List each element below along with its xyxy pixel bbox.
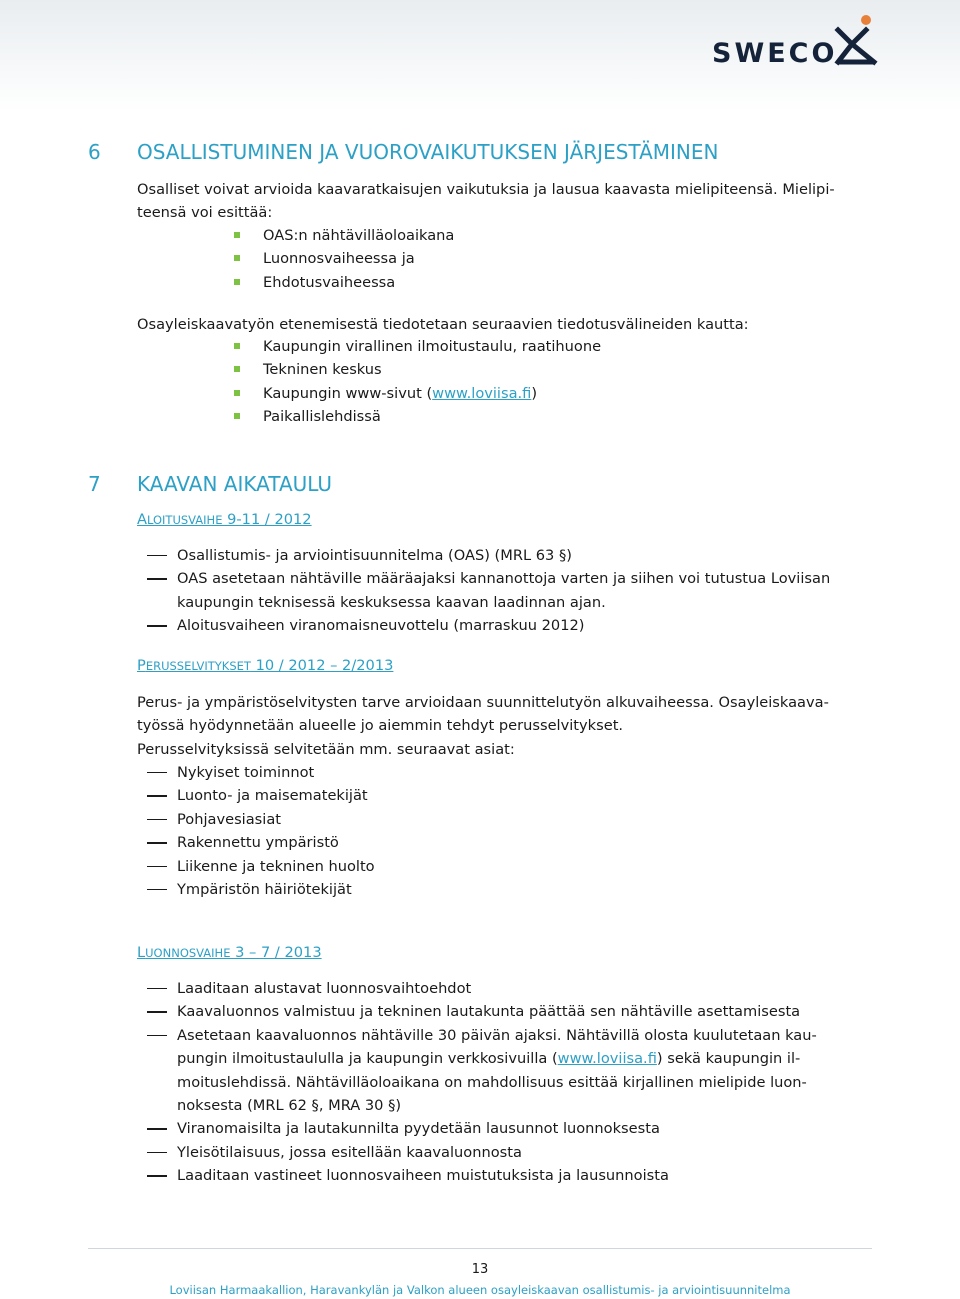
heading-cap: L (137, 944, 146, 961)
list-item (137, 855, 375, 878)
loviisa-website-link[interactable]: www.loviisa.fi (432, 384, 532, 402)
heading-dates: 3 – 7 / 2013 (230, 944, 322, 961)
dash-bullet-icon (147, 1011, 167, 1012)
square-bullet-icon (234, 390, 240, 396)
list-item (137, 1024, 817, 1118)
dash-bullet-icon (147, 772, 167, 773)
logo-text: SWECO (712, 38, 838, 69)
text-line: Osallistumis- ja arviointisuunnitelma (OAS) (MRL 63 §) (177, 547, 572, 564)
dash-bullet-icon (147, 625, 167, 626)
list-item (137, 567, 830, 614)
square-bullet-icon (234, 279, 240, 285)
list-item-text: Kaupungin www-sivut ( (263, 384, 433, 402)
section-title: KAAVAN AIKATAULU (137, 472, 333, 496)
list-item (234, 382, 601, 405)
text-line: Viranomaisilta ja lautakunnilta pyydetään lausunnot luonnoksesta (177, 1120, 660, 1138)
text-line: Aloitusvaiheen viranomaisneuvottelu (marraskuu 2012) (177, 617, 585, 635)
footer-divider (88, 1248, 872, 1249)
heading-smallcaps: ERUSSELVITYKSET (145, 659, 251, 673)
list-item (234, 335, 601, 358)
page-number: 13 (471, 1262, 489, 1277)
list-item (234, 224, 454, 247)
footer-title: Loviisan Harmaakallion, Haravankylän ja Valkon alueen osayleiskaavan osallistumis- ja arviointisuunnitelma (169, 1283, 791, 1297)
dash-bullet-icon (147, 1152, 167, 1153)
dash-bullet-icon (147, 1175, 167, 1176)
dash-bullet-icon (147, 819, 167, 820)
sweco-logo (712, 14, 882, 70)
square-bullet-icon (234, 366, 240, 372)
section-number: 6 (88, 140, 101, 164)
square-bullet-icon (234, 232, 240, 238)
dash-bullet-icon (147, 1128, 167, 1129)
draft-phase-list (137, 977, 817, 1188)
loviisa-website-link[interactable]: www.loviisa.fi (557, 1050, 657, 1068)
heading-smallcaps: UONNOSVAIHE (145, 946, 231, 960)
list-item (234, 271, 454, 294)
text-line: Ympäristön häiriötekijät (177, 881, 352, 899)
text-line: Asetetaan kaavaluonnos nähtäville 30 päivän ajaksi. Nähtävillä olosta kuulutetaan kau- (177, 1026, 817, 1044)
list-item-text: OAS:n nähtävilläoloaikana (263, 227, 455, 244)
list-item (137, 544, 830, 567)
section-6-intro (137, 178, 872, 225)
dash-bullet-icon (147, 795, 167, 796)
square-bullet-icon (234, 413, 240, 419)
text-line: Laaditaan alustavat luonnosvaihtoehdot (177, 980, 472, 997)
text-line: Perusselvityksissä selvitetään mm. seuraavat asiat: (137, 740, 515, 758)
text-line: Laaditaan vastineet luonnosvaiheen muistutuksista ja lausunnoista (177, 1167, 669, 1185)
list-item-text: Ehdotusvaiheessa (263, 273, 396, 291)
channel-list (234, 335, 601, 429)
list-item (137, 784, 375, 807)
opinion-list (234, 224, 454, 294)
list-item-text: Tekninen keskus (263, 361, 382, 379)
list-item (137, 1117, 817, 1140)
survey-phase-list (137, 761, 375, 901)
sweco-logo-icon (830, 14, 882, 66)
list-item-text: Luonnosvaiheessa ja (263, 250, 415, 268)
heading-cap: P (137, 657, 146, 674)
heading-smallcaps: LOITUSVAIHE (146, 513, 223, 527)
square-bullet-icon (234, 343, 240, 349)
text-line: työssä hyödynnetään alueelle jo aiemmin tehdyt perusselvitykset. (137, 717, 624, 735)
list-item-text: Paikallislehdissä (263, 408, 381, 426)
start-phase-heading (137, 511, 312, 528)
text-line: OAS asetetaan nähtäville määräajaksi kannanottoja varten ja siihen voi tutustua Loviisan (177, 570, 831, 588)
list-item (137, 1000, 817, 1023)
draft-phase-heading (137, 944, 322, 961)
dash-bullet-icon (147, 866, 167, 867)
text-line: Pohjavesiasiat (177, 810, 281, 828)
text-line: Yleisötilaisuus, jossa esitellään kaavaluonnosta (177, 1143, 522, 1161)
dash-bullet-icon (147, 555, 167, 556)
dash-bullet-icon (147, 988, 167, 989)
text-fragment: pungin ilmoitustaululla ja kaupungin verkkosivuilla ( (177, 1050, 558, 1068)
text-line: Liikenne ja tekninen huolto (177, 857, 375, 875)
section-number: 7 (88, 472, 101, 496)
heading-dates: 10 / 2012 – 2/2013 (250, 657, 394, 674)
list-item (137, 977, 817, 1000)
list-item (234, 405, 601, 428)
text-line: Osalliset voivat arvioida kaavaratkaisujen vaikutuksia ja lausua kaavasta mielipiteensä. Mielipi- (137, 181, 835, 198)
dash-bullet-icon (147, 578, 167, 579)
section-title: OSALLISTUMINEN JA VUOROVAIKUTUKSEN JÄRJESTÄMINEN (137, 140, 719, 164)
start-phase-list (137, 544, 830, 638)
list-item-text: Kaupungin virallinen ilmoitustaulu, raatihuone (263, 338, 602, 355)
list-item (137, 878, 375, 901)
text-line (177, 1047, 817, 1070)
list-item (137, 808, 375, 831)
text-line: Nykyiset toiminnot (177, 764, 315, 781)
heading-cap: A (137, 511, 147, 528)
square-bullet-icon (234, 255, 240, 261)
list-item (137, 761, 375, 784)
survey-phase-heading (137, 657, 393, 674)
text-line: Rakennettu ympäristö (177, 834, 339, 852)
heading-dates: 9-11 / 2012 (222, 511, 312, 528)
text-line: moituslehdissä. Nähtävilläoloaikana on mahdollisuus esittää kirjallinen mielipide luon- (177, 1073, 807, 1091)
text-line: Luonto- ja maisematekijät (177, 787, 368, 805)
dash-bullet-icon (147, 1035, 167, 1036)
text-line: Osayleiskaavatyön etenemisestä tiedotetaan seuraavien tiedotusvälineiden kautta: (137, 316, 749, 333)
list-item (137, 1164, 817, 1187)
dash-bullet-icon (147, 842, 167, 843)
text-line: kaupungin teknisessä keskuksessa kaavan laadinnan ajan. (177, 593, 606, 611)
text-line: noksesta (MRL 62 §, MRA 30 §) (177, 1097, 402, 1115)
info-text (137, 313, 872, 336)
list-item (137, 614, 830, 637)
text-line: teensä voi esittää: (137, 204, 273, 222)
list-item (234, 247, 454, 270)
text-line: Kaavaluonnos valmistuu ja tekninen lautakunta päättää sen nähtäville asettamisesta (177, 1003, 801, 1021)
text-fragment: ) sekä kaupungin il- (656, 1050, 801, 1068)
text-line: Perus- ja ympäristöselvitysten tarve arvioidaan suunnittelutyön alkuvaiheessa. Osayleiskaava- (137, 694, 829, 711)
list-item (234, 358, 601, 381)
list-item-text: ) (531, 384, 538, 402)
list-item (137, 831, 375, 854)
list-item (137, 1141, 817, 1164)
survey-phase-text (137, 691, 872, 761)
dash-bullet-icon (147, 889, 167, 890)
